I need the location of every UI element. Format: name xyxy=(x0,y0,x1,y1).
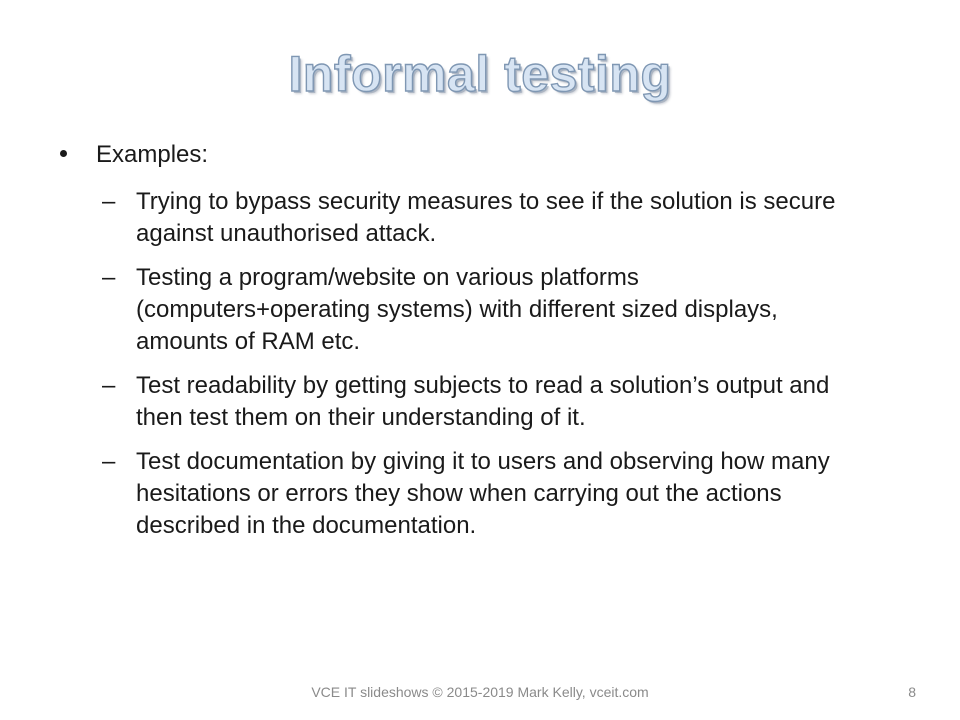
sub-bullet-item xyxy=(60,186,856,250)
main-bullet xyxy=(60,139,900,171)
sub-bullet-item xyxy=(60,446,856,542)
main-bullet-text: Examples: xyxy=(96,141,209,168)
slide-content xyxy=(60,139,900,554)
sub-bullet-text: Test readability by getting subjects to read a solution’s output and then test them on their understanding of it. xyxy=(136,372,830,431)
dash-icon: – xyxy=(102,372,116,399)
slide-title: Informal testing xyxy=(288,46,672,102)
dash-icon: – xyxy=(102,448,116,475)
page-number: 8 xyxy=(908,684,916,700)
sub-bullet-item xyxy=(60,262,856,358)
sub-bullet-text: Testing a program/website on various platforms (computers+operating systems) with different sized displays, amounts of RAM etc. xyxy=(136,264,778,355)
dash-icon: – xyxy=(102,264,116,291)
sub-bullet-list xyxy=(60,186,900,542)
footer-text: VCE IT slideshows © 2015-2019 Mark Kelly, vceit.com xyxy=(311,684,649,700)
bullet-dot-icon xyxy=(60,150,67,157)
dash-icon: – xyxy=(102,188,116,215)
sub-bullet-text: Trying to bypass security measures to see if the solution is secure against unauthorised attack. xyxy=(136,188,836,247)
sub-bullet-item xyxy=(60,370,856,434)
sub-bullet-text: Test documentation by giving it to users and observing how many hesitations or errors they show when carrying out the actions described in the documentation. xyxy=(136,448,830,539)
